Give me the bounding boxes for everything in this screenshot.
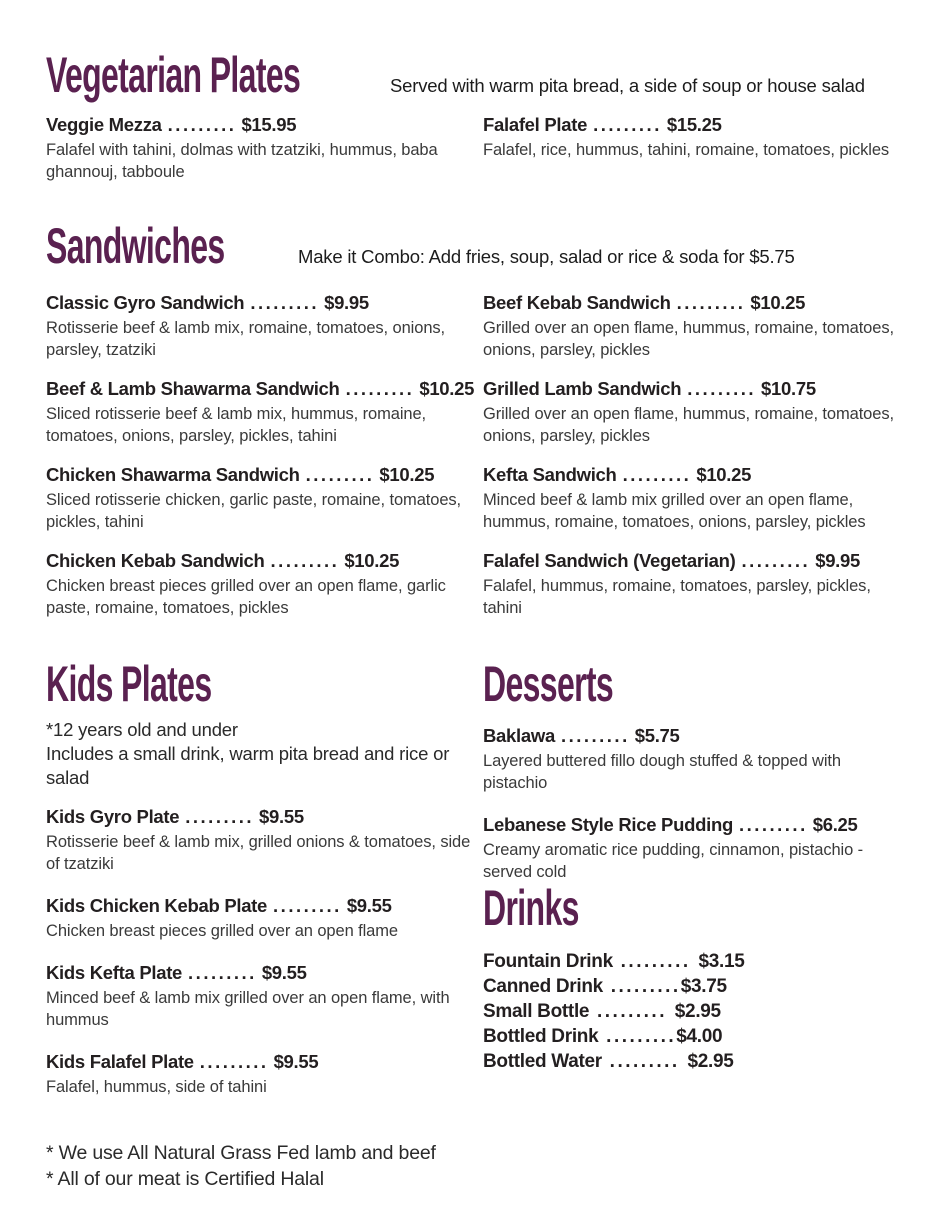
item-name: Falafel Sandwich (Vegetarian)	[483, 550, 736, 571]
sandwiches-items	[46, 292, 907, 619]
item-description: Minced beef & lamb mix grilled over an open flame, hummus, romaine, tomatoes, onions, parsley, pickles	[483, 491, 866, 531]
item-price: $6.25	[812, 814, 858, 835]
dot-leader: .........	[687, 378, 757, 399]
dot-leader: .........	[167, 114, 237, 135]
menu-item-grilled-lamb-sandwich	[483, 378, 907, 447]
dot-leader: .........	[305, 464, 375, 485]
item-name: Grilled Lamb Sandwich	[483, 378, 682, 399]
desserts-heading-text: Desserts	[483, 656, 614, 712]
item-price: $9.55	[346, 895, 392, 916]
dot-leader: .........	[602, 976, 681, 997]
item-description: Falafel, hummus, side of tahini	[46, 1078, 267, 1096]
dot-leader: .........	[676, 292, 746, 313]
menu-item-beef-lamb-shawarma-sandwich	[46, 378, 483, 447]
item-price: $15.25	[666, 114, 722, 135]
sandwiches-heading	[46, 218, 242, 274]
menu-item-kids-gyro-plate	[46, 806, 483, 875]
item-name: Chicken Shawarma Sandwich	[46, 464, 300, 485]
item-name: Bottled Water	[483, 1051, 602, 1072]
dot-leader: .........	[598, 1026, 677, 1047]
sandwiches-subtitle: Make it Combo: Add fries, soup, salad or rice & soda for $5.75	[298, 246, 795, 267]
item-price: $10.25	[344, 550, 400, 571]
item-price: $3.75	[680, 976, 727, 997]
item-name: Falafel Plate	[483, 114, 588, 135]
item-name: Kids Gyro Plate	[46, 806, 180, 827]
menu-item-veggie-mezza	[46, 114, 483, 183]
footnote-halal: * All of our meat is Certified Halal	[46, 1168, 324, 1190]
item-name: Kids Falafel Plate	[46, 1051, 194, 1072]
drinks-list	[483, 949, 907, 1074]
drink-line-bottled-drink	[483, 1024, 907, 1049]
vegetarian-plates-heading	[46, 47, 334, 103]
item-name-price-line	[483, 725, 907, 747]
drinks-heading	[483, 880, 591, 936]
drink-line-bottled-water	[483, 1049, 907, 1074]
item-name: Baklawa	[483, 725, 555, 746]
kids-note-line-1: *12 years old and under	[46, 719, 238, 740]
vegetarian-plates-heading-text: Vegetarian Plates	[46, 47, 301, 103]
item-price: $2.95	[687, 1051, 734, 1072]
item-name-price-line	[483, 814, 907, 836]
item-name-price-line	[483, 114, 907, 136]
dot-leader: .........	[345, 378, 415, 399]
item-price: $9.55	[273, 1051, 319, 1072]
menu-item-falafel-sandwich-vegetarian	[483, 550, 907, 619]
kids-plates-items	[46, 806, 483, 1098]
section-drinks	[483, 880, 907, 1074]
kids-plates-heading-text: Kids Plates	[46, 656, 212, 712]
drink-line-small-bottle	[483, 999, 907, 1024]
drink-line-fountain-drink	[483, 949, 907, 974]
item-name-price-line	[46, 962, 483, 984]
section-sandwiches	[46, 218, 907, 619]
item-price: $5.75	[634, 725, 680, 746]
item-name: Bottled Drink	[483, 1026, 599, 1047]
item-description: Chicken breast pieces grilled over an open flame, garlic paste, romaine, tomatoes, pickles	[46, 577, 446, 617]
item-name: Small Bottle	[483, 1001, 590, 1022]
footnotes	[46, 1140, 483, 1192]
item-name-price-line	[483, 550, 907, 572]
item-name: Kefta Sandwich	[483, 464, 617, 485]
dot-leader: .........	[185, 806, 255, 827]
item-price: $9.55	[261, 962, 307, 983]
kids-plates-heading	[46, 656, 236, 712]
sandwiches-heading-text: Sandwiches	[46, 218, 225, 274]
item-name-price-line	[483, 464, 907, 486]
item-price: $10.25	[696, 464, 752, 485]
item-price: $4.00	[676, 1026, 723, 1047]
dot-leader: .........	[738, 814, 808, 835]
item-name: Beef & Lamb Shawarma Sandwich	[46, 378, 340, 399]
item-name: Beef Kebab Sandwich	[483, 292, 671, 313]
item-price: $10.75	[761, 378, 816, 399]
item-name: Classic Gyro Sandwich	[46, 292, 245, 313]
section-kids-plates	[46, 656, 483, 1192]
item-name: Kids Chicken Kebab Plate	[46, 895, 268, 916]
section-desserts	[483, 656, 907, 883]
item-name-price-line	[46, 550, 483, 572]
item-name-price-line	[483, 378, 907, 400]
dot-leader: .........	[188, 962, 257, 983]
item-description: Sliced rotisserie chicken, garlic paste, romaine, tomatoes, pickles, tahini	[46, 491, 462, 531]
menu-item-kids-chicken-kebab-plate	[46, 895, 483, 942]
item-name-price-line	[46, 895, 483, 917]
right-lower-column	[483, 656, 907, 1192]
item-price: $2.95	[674, 1001, 721, 1022]
item-description: Grilled over an open flame, hummus, romaine, tomatoes, onions, parsley, pickles	[483, 405, 894, 445]
menu-item-kids-falafel-plate	[46, 1051, 483, 1098]
item-name: Veggie Mezza	[46, 114, 162, 135]
vegetarian-plates-items	[46, 114, 907, 183]
item-price: $9.95	[815, 550, 860, 571]
item-price: $3.15	[698, 951, 745, 972]
item-price: $9.95	[324, 292, 369, 313]
item-description: Chicken breast pieces grilled over an open flame	[46, 922, 398, 940]
item-name-price-line	[483, 292, 907, 314]
item-name: Fountain Drink	[483, 951, 613, 972]
item-name: Canned Drink	[483, 976, 603, 997]
item-description: Grilled over an open flame, hummus, romaine, tomatoes, onions, parsley, pickles	[483, 319, 894, 359]
item-name: Kids Kefta Plate	[46, 962, 183, 983]
menu-item-chicken-shawarma-sandwich	[46, 464, 483, 533]
item-description: Falafel, hummus, romaine, tomatoes, parsley, pickles, tahini	[483, 577, 871, 617]
dot-leader: .........	[273, 895, 342, 916]
item-description: Rotisserie beef & lamb mix, grilled onions & tomatoes, side of tzatziki	[46, 833, 471, 873]
item-price: $10.25	[750, 292, 806, 313]
item-name: Chicken Kebab Sandwich	[46, 550, 265, 571]
dot-leader: .........	[270, 550, 340, 571]
menu-item-falafel-plate	[483, 114, 907, 183]
item-name-price-line	[46, 114, 483, 136]
sandwiches-heading-row	[46, 218, 907, 274]
item-description: Falafel, rice, hummus, tahini, romaine, tomatoes, pickles	[483, 141, 890, 159]
dot-leader: .........	[199, 1051, 269, 1072]
menu-item-baklawa	[483, 725, 907, 794]
dot-leader: .........	[560, 725, 630, 746]
desserts-items	[483, 725, 907, 883]
kids-plates-note	[46, 718, 483, 790]
item-name-price-line	[46, 292, 483, 314]
item-name: Lebanese Style Rice Pudding	[483, 814, 733, 835]
item-name-price-line	[46, 1051, 483, 1073]
menu-item-chicken-kebab-sandwich	[46, 550, 483, 619]
item-description: Creamy aromatic rice pudding, cinnamon, pistachio - served cold	[483, 841, 864, 881]
dot-leader: .........	[622, 464, 692, 485]
item-description: Layered buttered fillo dough stuffed & topped with pistachio	[483, 752, 841, 792]
section-vegetarian-plates	[46, 47, 907, 183]
dot-leader: .........	[589, 1001, 675, 1022]
vegetarian-plates-heading-row	[46, 47, 907, 103]
item-name-price-line	[46, 464, 483, 486]
kids-note-line-2: Includes a small drink, warm pita bread and rice or salad	[46, 743, 450, 788]
menu-item-lebanese-style-rice-pudding	[483, 814, 907, 883]
lower-columns	[46, 656, 907, 1192]
menu-item-classic-gyro-sandwich	[46, 292, 483, 361]
menu-item-beef-kebab-sandwich	[483, 292, 907, 361]
item-description: Minced beef & lamb mix grilled over an open flame, with hummus	[46, 989, 450, 1029]
item-price: $10.25	[419, 378, 475, 399]
item-name-price-line	[46, 806, 483, 828]
dot-leader: .........	[612, 951, 699, 972]
vegetarian-plates-subtitle: Served with warm pita bread, a side of soup or house salad	[390, 75, 865, 96]
footnote-grass-fed: * We use All Natural Grass Fed lamb and beef	[46, 1142, 436, 1164]
item-name-price-line	[46, 378, 483, 400]
item-price: $15.95	[241, 114, 297, 135]
item-description: Rotisserie beef & lamb mix, romaine, tomatoes, onions, parsley, tzatziki	[46, 319, 446, 359]
dot-leader: .........	[250, 292, 320, 313]
item-price: $10.25	[379, 464, 435, 485]
dot-leader: .........	[741, 550, 811, 571]
drinks-heading-text: Drinks	[483, 880, 579, 936]
item-price: $9.55	[259, 806, 304, 827]
item-description: Sliced rotisserie beef & lamb mix, hummus, romaine, tomatoes, onions, parsley, pickles, tahini	[46, 405, 427, 445]
drink-line-canned-drink	[483, 974, 907, 999]
desserts-heading	[483, 656, 625, 712]
item-description: Falafel with tahini, dolmas with tzatziki, hummus, baba ghannouj, tabboule	[46, 141, 438, 181]
dot-leader: .........	[601, 1051, 688, 1072]
dot-leader: .........	[593, 114, 662, 135]
menu-item-kefta-sandwich	[483, 464, 907, 533]
menu-item-kids-kefta-plate	[46, 962, 483, 1031]
